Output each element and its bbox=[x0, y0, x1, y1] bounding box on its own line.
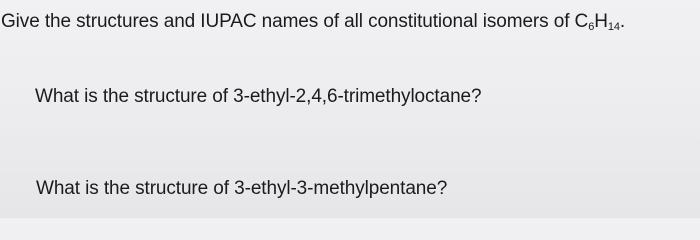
formula-subscript-hydrogen: 14 bbox=[607, 21, 620, 33]
question-methylpentane: What is the structure of 3-ethyl-3-methylpentane? bbox=[36, 178, 448, 199]
question-trimethyloctane: What is the structure of 3-ethyl-2,4,6-trimethyloctane? bbox=[35, 86, 482, 107]
question-isomers bbox=[1, 11, 625, 33]
formula-subscript-carbon: 6 bbox=[588, 21, 595, 33]
question-isomers-period: . bbox=[619, 11, 626, 32]
formula-hydrogen: H bbox=[594, 11, 608, 32]
question-isomers-text: Give the structures and IUPAC names of all constitutional isomers of C bbox=[1, 11, 589, 32]
